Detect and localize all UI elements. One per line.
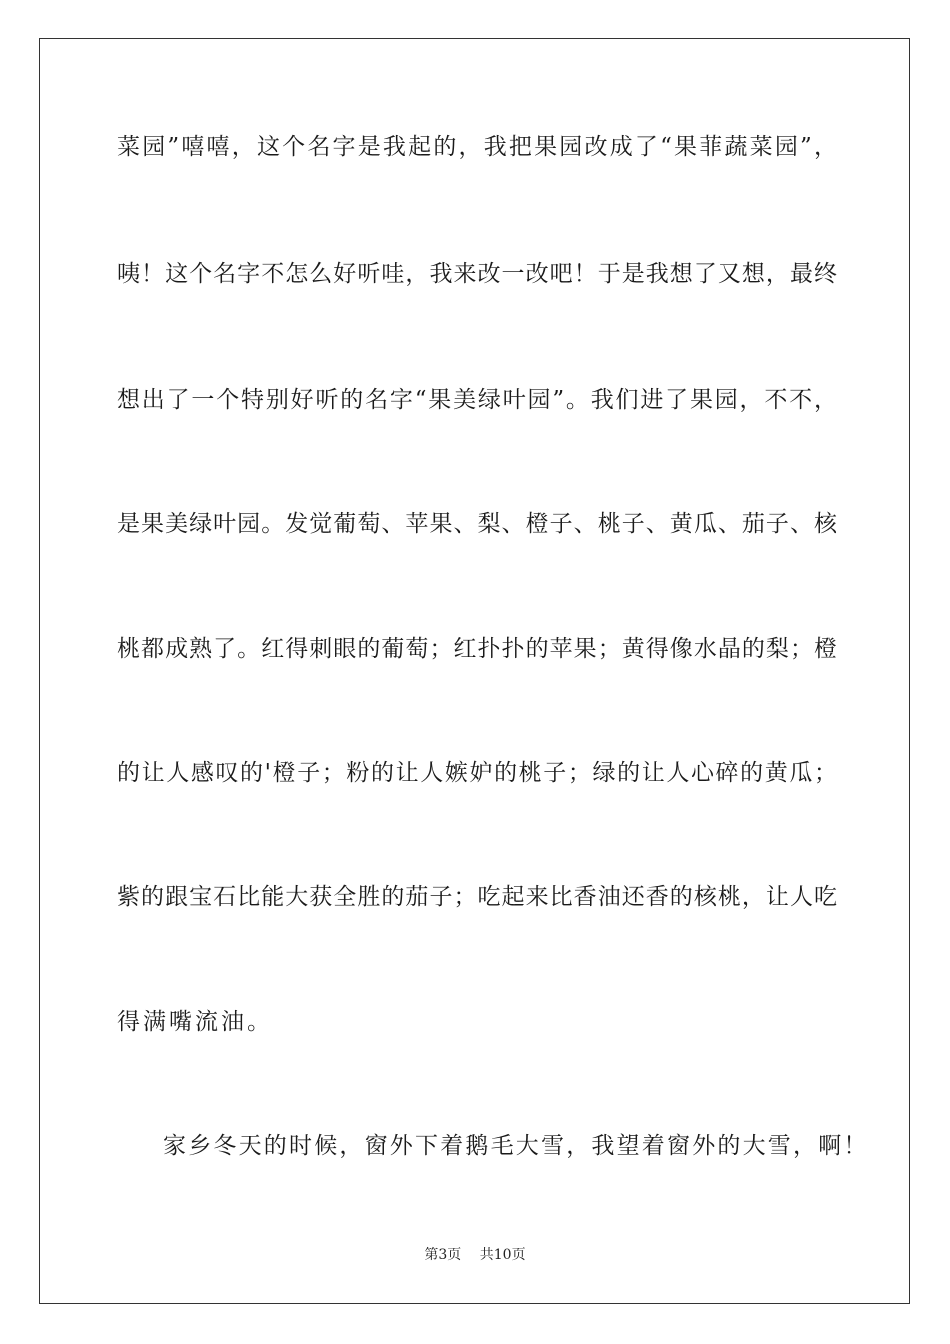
paragraph-line-5: 桃都成熟了。红得刺眼的葡萄；红扑扑的苹果；黄得像水晶的梨；橙: [117, 636, 837, 662]
page-border: [39, 38, 910, 1304]
page-total: 共10页: [479, 1247, 526, 1263]
paragraph-line-9: 家乡冬天的时候，窗外下着鹅毛大雪，我望着窗外的大雪，啊！: [163, 1133, 869, 1159]
paragraph-line-7: 紫的跟宝石比能大获全胜的茄子；吃起来比香油还香的核桃，让人吃: [117, 884, 837, 910]
paragraph-line-6: 的让人感叹的'橙子；粉的让人嫉妒的桃子；绿的让人心碎的黄瓜；: [117, 760, 837, 786]
page-number: 第3页: [424, 1247, 462, 1263]
paragraph-line-4: 是果美绿叶园。发觉葡萄、苹果、梨、橙子、桃子、黄瓜、茄子、核: [117, 511, 837, 537]
paragraph-line-8: 得满嘴流油。: [117, 1009, 273, 1035]
page-footer: [0, 1246, 950, 1264]
paragraph-line-3: 想出了一个特别好听的名字“果美绿叶园”。我们进了果园，不不，: [117, 387, 837, 413]
paragraph-line-1: 菜园”嘻嘻，这个名字是我起的，我把果园改成了“果菲蔬菜园”，: [117, 134, 837, 160]
paragraph-line-2: 咦！这个名字不怎么好听哇，我来改一改吧！于是我想了又想，最终: [117, 261, 837, 287]
